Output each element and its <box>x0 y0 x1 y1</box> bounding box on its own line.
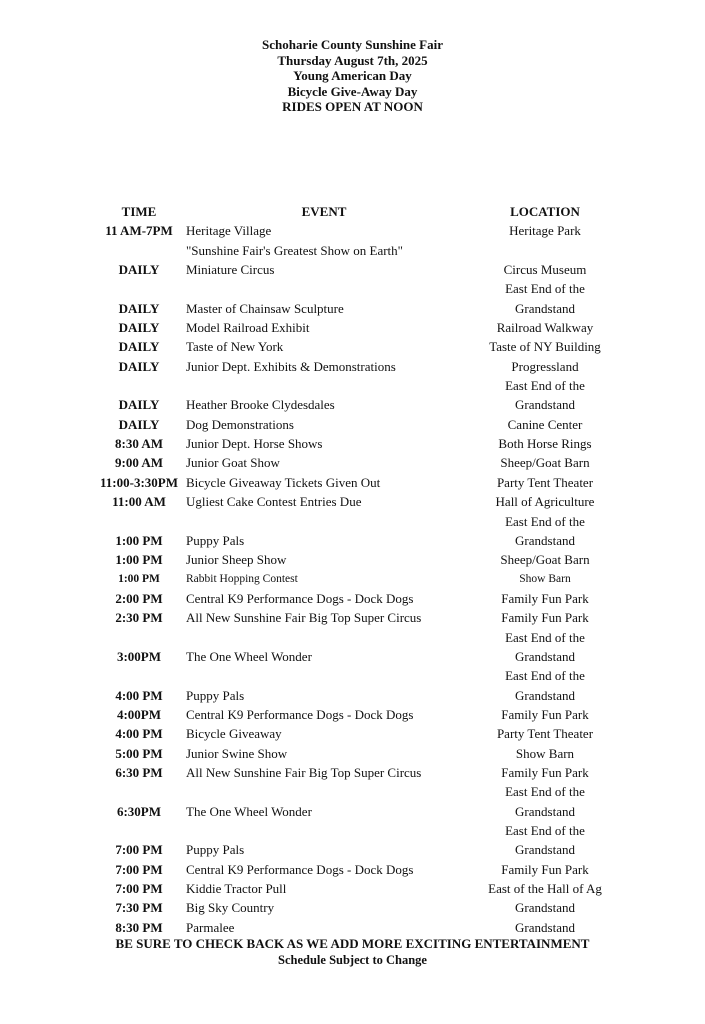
row-location-line: East End of the <box>505 784 585 800</box>
row-location-line: Canine Center <box>507 416 583 432</box>
row-time: 7:30 PM <box>115 900 163 916</box>
row-event <box>186 724 282 743</box>
row-location-line: Grandstand <box>515 900 575 916</box>
row-location <box>470 473 620 492</box>
fair-title: Schoharie County Sunshine Fair <box>262 37 443 52</box>
row-location-line: Family Fun Park <box>501 590 589 606</box>
row-location <box>470 550 620 569</box>
row-location-line: Party Tent Theater <box>496 474 594 490</box>
row-event <box>186 337 283 356</box>
row-event <box>186 570 298 589</box>
row-location <box>470 415 620 434</box>
table-row <box>0 782 705 821</box>
row-event <box>186 453 280 472</box>
row-location-line: East End of the <box>505 378 585 394</box>
schedule-disclaimer: Schedule Subject to Change <box>278 953 427 967</box>
row-location-line: Show Barn <box>515 745 575 761</box>
row-time: 4:00 PM <box>115 726 163 742</box>
row-location <box>470 744 620 763</box>
check-back-notice: BE SURE TO CHECK BACK AS WE ADD MORE EXCITING ENTERTAINMENT <box>115 936 590 951</box>
row-location-line: Grandstand <box>515 532 575 548</box>
table-row <box>0 763 705 782</box>
row-time: 8:30 AM <box>114 436 164 452</box>
row-event <box>186 434 323 453</box>
row-location-line: East End of the <box>505 823 585 838</box>
row-event-line: Rabbit Hopping Contest <box>186 572 298 585</box>
schedule-table <box>0 202 705 937</box>
row-time: 9:00 AM <box>114 455 164 471</box>
row-event <box>186 318 309 337</box>
row-location <box>470 705 620 724</box>
table-row <box>0 318 705 337</box>
row-time: 8:30 PM <box>115 919 163 935</box>
row-event-line: Junior Goat Show <box>186 455 280 471</box>
row-location <box>470 628 620 667</box>
row-event <box>186 357 396 376</box>
row-event <box>186 473 380 492</box>
row-time: 2:30 PM <box>115 610 163 626</box>
row-location <box>470 860 620 879</box>
row-event <box>186 860 413 879</box>
row-time: 6:30PM <box>116 803 162 819</box>
row-time: 4:00PM <box>116 706 162 722</box>
row-event <box>186 744 287 763</box>
table-row <box>0 666 705 705</box>
row-event <box>186 221 271 240</box>
row-event <box>186 647 312 666</box>
schedule-rows <box>0 221 705 937</box>
row-event <box>186 589 413 608</box>
row-location <box>470 512 620 551</box>
row-location <box>470 589 620 608</box>
row-location-line: Grandstand <box>515 803 575 819</box>
row-location <box>470 724 620 743</box>
table-row <box>0 589 705 608</box>
table-header-row <box>0 202 705 221</box>
row-time: 7:00 PM <box>115 842 163 858</box>
table-row <box>0 705 705 724</box>
row-event-line: Big Sky Country <box>186 900 275 916</box>
column-header-time: TIME <box>121 204 157 219</box>
table-row <box>0 357 705 376</box>
row-location-line: Show Barn <box>519 572 571 585</box>
row-event-line: Master of Chainsaw Sculpture <box>186 300 344 316</box>
table-row <box>0 415 705 434</box>
row-location <box>470 608 620 627</box>
row-event-line: Puppy Pals <box>186 532 245 548</box>
row-location-line: East of the Hall of Ag <box>488 881 602 897</box>
row-location <box>470 666 620 705</box>
row-location-line: Grandstand <box>515 842 575 858</box>
table-row <box>0 608 705 627</box>
row-location-line: Progressland <box>511 358 579 374</box>
row-location-line: Grandstand <box>515 687 575 703</box>
row-location-line: East End of the <box>505 668 585 684</box>
row-event-line: Parmalee <box>186 919 235 935</box>
row-time: 2:00 PM <box>115 590 163 606</box>
row-event-line: Junior Sheep Show <box>186 552 287 568</box>
table-row <box>0 473 705 492</box>
row-location <box>470 821 620 860</box>
row-location <box>470 376 620 415</box>
event-date: Thursday August 7th, 2025 <box>277 52 428 68</box>
row-event-line: Central K9 Performance Dogs - Dock Dogs <box>186 590 414 606</box>
table-row <box>0 550 705 569</box>
row-event <box>186 840 244 859</box>
table-row <box>0 821 705 860</box>
row-time: 1:00 PM <box>115 532 163 548</box>
schedule-header <box>0 37 705 115</box>
table-row <box>0 879 705 898</box>
row-location-line: Hall of Agriculture <box>495 494 595 510</box>
row-event-line: Junior Dept. Exhibits & Demonstrations <box>186 358 396 374</box>
row-event <box>186 415 294 434</box>
row-event-line: The One Wheel Wonder <box>186 648 312 664</box>
table-row <box>0 860 705 879</box>
row-event <box>186 898 274 917</box>
row-location-line: Circus Museum <box>503 262 587 278</box>
row-location-line: Family Fun Park <box>501 610 589 626</box>
table-row <box>0 279 705 318</box>
schedule-footer <box>0 935 705 968</box>
row-time: DAILY <box>118 262 160 278</box>
row-event <box>186 879 286 898</box>
row-time: DAILY <box>118 339 160 355</box>
row-location-line: Sheep/Goat Barn <box>500 455 590 471</box>
day-theme: Young American Day <box>293 68 412 84</box>
row-event <box>186 531 244 550</box>
table-row <box>0 221 705 240</box>
row-time: 5:00 PM <box>115 745 163 761</box>
row-location-line: Family Fun Park <box>501 861 589 877</box>
row-event-line: Puppy Pals <box>186 842 245 858</box>
row-location-line: East End of the <box>505 281 585 297</box>
row-time: 7:00 PM <box>115 881 163 897</box>
row-location-line: Railroad Walkway <box>496 320 594 336</box>
row-event-line: Heather Brooke Clydesdales <box>186 397 335 413</box>
row-time: DAILY <box>118 358 160 374</box>
row-event-line: Central K9 Performance Dogs - Dock Dogs <box>186 706 414 722</box>
row-time: DAILY <box>118 320 160 336</box>
table-row <box>0 898 705 917</box>
row-event <box>186 608 421 627</box>
table-row <box>0 337 705 356</box>
row-location <box>470 279 620 318</box>
row-event-line: Kiddie Tractor Pull <box>186 881 287 897</box>
row-time: 11:00 AM <box>112 494 166 510</box>
table-row <box>0 376 705 415</box>
row-location-line: Party Tent Theater <box>496 726 594 742</box>
table-row <box>0 628 705 667</box>
table-row <box>0 434 705 453</box>
row-location-line: Family Fun Park <box>501 764 589 780</box>
row-time: 3:00PM <box>116 648 162 664</box>
row-event <box>186 492 361 511</box>
row-event-line: All New Sunshine Fair Big Top Super Circus <box>186 610 422 626</box>
row-event-line: The One Wheel Wonder <box>186 803 312 819</box>
row-location-line: East End of the <box>505 629 585 645</box>
row-event-line: All New Sunshine Fair Big Top Super Circus <box>186 764 422 780</box>
row-location <box>470 763 620 782</box>
row-event-line: Miniature Circus <box>186 262 275 278</box>
row-location-line: Grandstand <box>515 648 575 664</box>
row-time: 1:00 PM <box>115 552 163 568</box>
row-event-line: Puppy Pals <box>186 687 245 703</box>
row-time: 11:00-3:30PM <box>100 474 178 490</box>
row-location-line: East End of the <box>505 513 585 529</box>
row-time: 4:00 PM <box>115 687 163 703</box>
row-time: 7:00 PM <box>115 861 163 877</box>
row-location <box>470 782 620 821</box>
row-time: DAILY <box>118 300 160 316</box>
table-row <box>0 570 705 589</box>
row-location-line: Both Horse Rings <box>498 436 592 452</box>
row-location <box>470 260 620 279</box>
row-event <box>186 550 286 569</box>
row-location <box>470 492 620 511</box>
row-event-line: Junior Dept. Horse Shows <box>186 436 323 452</box>
table-row <box>0 241 705 280</box>
row-event-line: "Sunshine Fair's Greatest Show on Earth" <box>186 242 403 258</box>
rides-notice: RIDES OPEN AT NOON <box>282 99 423 115</box>
row-location <box>470 879 620 898</box>
row-event <box>186 241 403 280</box>
column-header-location: LOCATION <box>510 204 580 219</box>
row-time: 11 AM-7PM <box>105 223 173 239</box>
row-location <box>470 434 620 453</box>
row-location <box>470 898 620 917</box>
row-time: 6:30 PM <box>115 764 163 780</box>
day-subtheme: Bicycle Give-Away Day <box>287 83 418 99</box>
row-time: DAILY <box>118 416 160 432</box>
row-location-line: Grandstand <box>515 919 575 935</box>
row-location <box>470 318 620 337</box>
row-event <box>186 802 312 821</box>
row-location-line: Grandstand <box>515 397 575 413</box>
row-event-line: Ugliest Cake Contest Entries Due <box>186 494 362 510</box>
row-event <box>186 299 344 318</box>
row-location <box>470 337 620 356</box>
table-row <box>0 453 705 472</box>
row-event <box>186 395 335 414</box>
row-location-line: Grandstand <box>515 300 575 316</box>
row-event-line: Heritage Village <box>186 223 272 239</box>
column-header-event: EVENT <box>301 204 347 219</box>
row-location-line: Sheep/Goat Barn <box>500 552 590 568</box>
row-location-line: Taste of NY Building <box>489 339 601 355</box>
row-event-line: Bicycle Giveaway <box>186 726 282 742</box>
row-time: 1:00 PM <box>118 572 160 585</box>
row-location-line: Heritage Park <box>509 223 581 239</box>
table-row <box>0 724 705 743</box>
table-row <box>0 492 705 511</box>
row-location <box>470 357 620 376</box>
row-event-line: Central K9 Performance Dogs - Dock Dogs <box>186 861 414 877</box>
row-event-line: Model Railroad Exhibit <box>186 320 310 336</box>
table-row <box>0 512 705 551</box>
row-event <box>186 705 413 724</box>
table-row <box>0 744 705 763</box>
row-event-line: Dog Demonstrations <box>186 416 294 432</box>
row-location <box>470 221 620 240</box>
row-event-line: Bicycle Giveaway Tickets Given Out <box>186 474 381 490</box>
row-location <box>470 453 620 472</box>
row-location-line: Family Fun Park <box>501 706 589 722</box>
row-event <box>186 686 244 705</box>
row-event-line: Junior Swine Show <box>186 745 288 761</box>
row-event-line: Taste of New York <box>186 339 284 355</box>
row-time: DAILY <box>118 397 160 413</box>
row-event <box>186 763 421 782</box>
row-location <box>470 570 620 589</box>
